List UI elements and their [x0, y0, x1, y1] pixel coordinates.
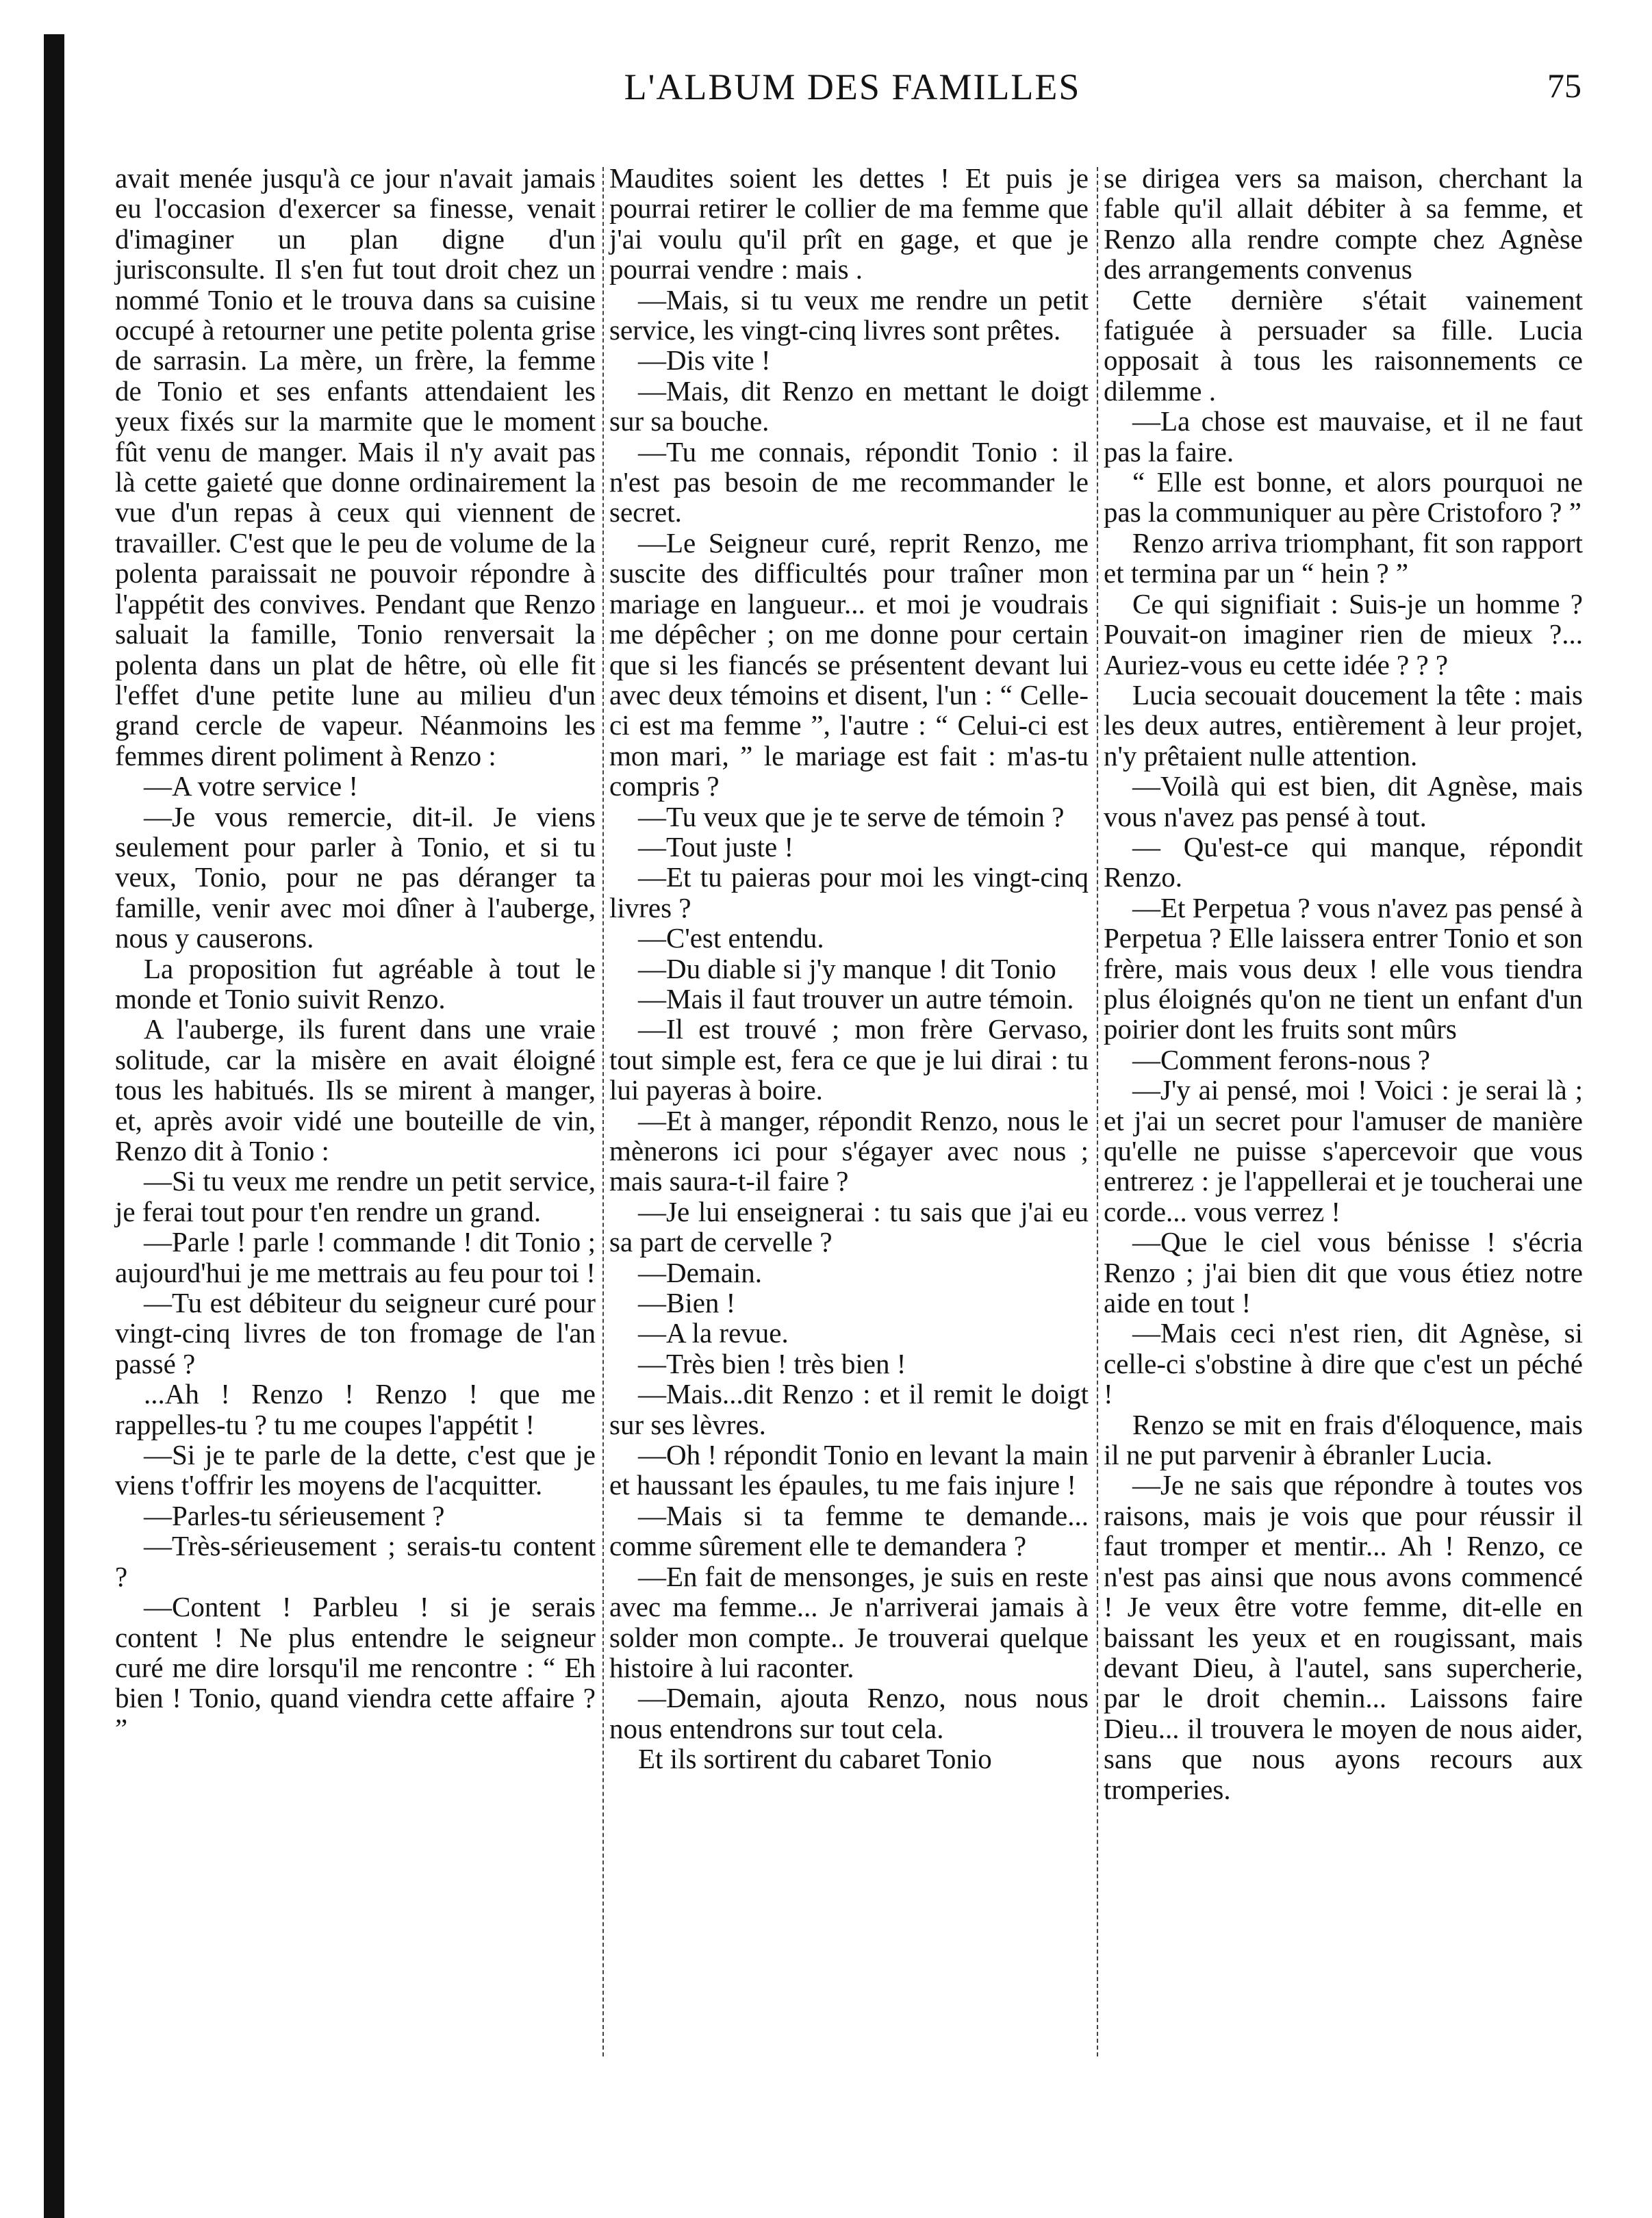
paragraph: ...Ah ! Renzo ! Renzo ! que me rappelles-tu ? tu me coupes l'appétit ! [115, 1378, 596, 1440]
paragraph: — Qu'est-ce qui manque, répondit Renzo. [1104, 830, 1583, 893]
paragraph: —Il est trouvé ; mon frère Gervaso, tout simple est, fera ce que je lui dirai : tu lui payeras à boire. [609, 1013, 1089, 1106]
text-column-2 [609, 163, 1089, 1774]
paragraph: —Voilà qui est bien, dit Agnèse, mais vous n'avez pas pensé à tout. [1104, 770, 1583, 832]
paragraph: Renzo se mit en frais d'éloquence, mais il ne put parvenir à ébranler Lucia. [1104, 1408, 1583, 1471]
paragraph: —Je ne sais que répondre à toutes vos raisons, mais je vois que pour réussir il faut tromper et mentir... Ah ! Renzo, ce n'est pas ainsi que nous avons commencé ! Je veux être votre femme, dit-elle en baissant les yeux et en rougissant, mais devant Dieu, à l'autel, sans supercherie, par le droit chemin... Laissons faire Dieu... il trouvera le moyen de nous aider, sans que nous ayons recours aux tromperies. [1104, 1469, 1583, 1805]
paragraph: —Mais, dit Renzo en mettant le doigt sur sa bouche. [609, 374, 1089, 437]
paragraph: Et ils sortirent du cabaret Tonio [638, 1743, 992, 1775]
paragraph: —Tu est débiteur du seigneur curé pour vingt-cinq livres de ton fromage de l'an passé ? [115, 1287, 596, 1379]
paragraph: —Mais, si tu veux me rendre un petit service, les vingt-cinq livres sont prêtes. [609, 283, 1089, 346]
paragraph: —Je vous remercie, dit-il. Je viens seulement pour parler à Tonio, et si tu veux, Tonio, pour ne pas déranger ta famille, venir avec moi dîner à l'auberge, nous y causerons. [115, 800, 596, 954]
column-rule [1097, 167, 1098, 2056]
paragraph: A l'auberge, ils furent dans une vraie solitude, car la misère en avait éloigné tous les habitués. Ils se mirent à manger, et, après avoir vidé une bouteille de vin, Renzo dit à Tonio : [115, 1013, 596, 1167]
paragraph: —Content ! Parbleu ! si je serais content ! Ne plus entendre le seigneur curé me dire lorsqu'il me rencontre : “ Eh bien ! Tonio, quand viendra cette affaire ? ” [115, 1591, 596, 1744]
paragraph: avait menée jusqu'à ce jour n'avait jamais eu l'occasion d'exercer sa finesse, venait d'imaginer un plan digne d'un jurisconsulte. Il s'en fut tout droit chez un nommé Tonio et le trouva dans sa cuisine occupé à retourner une petite polenta grise de sarrasin. La mère, un frère, la femme de Tonio et ses enfants attendaient les yeux fixés sur la marmite que le moment fût venu de manger. Mais il n'y avait pas là cette gaieté que donne ordinairement la vue d'un repas à ceux qui viennent de travailler. C'est que le peu de volume de la polenta paraissait ne pouvoir répondre à l'appétit des convives. Pendant que Renzo saluait la famille, Tonio renversait la polenta dans un plat de hêtre, où elle fit l'effet d'une petite lune au milieu d'un grand cercle de vapeur. Néanmoins les femmes dirent poliment à Renzo : [115, 162, 596, 772]
paragraph: —Mais il faut trouver un autre témoin. [638, 982, 1074, 1015]
paragraph: —Je lui enseignerai : tu sais que j'ai eu sa part de cervelle ? [609, 1195, 1089, 1258]
paragraph: se dirigea vers sa maison, cherchant la fable qu'il allait débiter à sa femme, et Renzo alla rendre compte chez Agnèse des arrangements convenus [1104, 162, 1583, 285]
paragraph: —Oh ! répondit Tonio en levant la main et haussant les épaules, tu me fais injure ! [609, 1439, 1089, 1501]
paragraph: —Bien ! [638, 1287, 736, 1319]
paragraph: —Tu me connais, répondit Tonio : il n'est pas besoin de me recommander le secret. [609, 435, 1089, 528]
page-binding-edge [44, 34, 64, 2218]
paragraph: —Parles-tu sérieusement ? [144, 1499, 445, 1531]
paragraph: —Si je te parle de la dette, c'est que je viens t'offrir les moyens de l'acquitter. [115, 1439, 596, 1501]
column-rule [602, 167, 604, 2056]
paragraph: —Et à manger, répondit Renzo, nous le mènerons ici pour s'égayer avec nous ; mais saura-t-il faire ? [609, 1104, 1089, 1197]
paragraph: —C'est entendu. [638, 922, 824, 954]
paragraph: —Mais...dit Renzo : et il remit le doigt sur ses lèvres. [609, 1378, 1089, 1440]
paragraph: —Et Perpetua ? vous n'avez pas pensé à Perpetua ? Elle laissera entrer Tonio et son frère, mais vous deux ! elle vous tiendra plus éloignés qu'on ne tient un enfant d'un poirier dont les fruits sont mûrs [1104, 891, 1583, 1045]
paragraph: —Du diable si j'y manque ! dit Tonio [638, 952, 1056, 984]
paragraph: —Parle ! parle ! commande ! dit Tonio ; aujourd'hui je me mettrais au feu pour toi ! [115, 1226, 596, 1288]
paragraph: —La chose est mauvaise, et il ne faut pas la faire. [1104, 405, 1583, 468]
paragraph: —Dis vite ! [638, 344, 771, 377]
paragraph: —Très bien ! très bien ! [638, 1347, 906, 1379]
paragraph: —Comment ferons-nous ? [1132, 1043, 1430, 1075]
paragraph: —Le Seigneur curé, reprit Renzo, me suscite des difficultés pour traîner mon mariage en langueur... et moi je voudrais me dépêcher ; on me donne pour certain que si les fiancés se présentent devant lui avec deux témoins et disent, l'un : “ Celle-ci est ma femme ”, l'autre : “ Celui-ci est mon mari, ” le mariage est fait : m'as-tu compris ? [609, 526, 1089, 802]
paragraph: —Très-sérieusement ; serais-tu content ? [115, 1530, 596, 1592]
paragraph: —En fait de mensonges, je suis en reste avec ma femme... Je n'arriverai jamais à solder mon compte.. Je trouverai quelque histoire à lui raconter. [609, 1560, 1089, 1683]
running-title: L'ALBUM DES FAMILLES [624, 66, 1081, 107]
paragraph: Ce qui signifiait : Suis-je un homme ? Pouvait-on imaginer rien de mieux ?... Auriez-vous eu cette idée ? ? ? [1104, 587, 1583, 680]
page-number: 75 [1547, 66, 1581, 105]
paragraph: —Que le ciel vous bénisse ! s'écria Renzo ; j'ai bien dit que vous étiez notre aide en tout ! [1104, 1226, 1583, 1319]
paragraph: —Mais ceci n'est rien, dit Agnèse, si celle-ci s'obstine à dire que c'est un péché ! [1104, 1317, 1583, 1410]
paragraph: —Mais si ta femme te demande... comme sûrement elle te demandera ? [609, 1499, 1089, 1562]
paragraph: La proposition fut agréable à tout le monde et Tonio suivit Renzo. [115, 952, 596, 1015]
paragraph: Lucia secouait doucement la tête : mais les deux autres, entièrement à leur projet, n'y prêtaient nulle attention. [1104, 678, 1583, 772]
paragraph: —A la revue. [638, 1317, 789, 1349]
paragraph: Cette dernière s'était vainement fatiguée à persuader sa fille. Lucia opposait à tous les raisonnements ce dilemme . [1104, 283, 1583, 407]
paragraph: —Demain, ajouta Renzo, nous nous nous entendrons sur tout cela. [609, 1682, 1089, 1744]
paragraph: “ Elle est bonne, et alors pourquoi ne pas la communiquer au père Cristoforo ? ” [1104, 466, 1583, 528]
paragraph: —A votre service ! [144, 770, 359, 802]
paragraph: Renzo arriva triomphant, fit son rapport et termina par un “ hein ? ” [1104, 526, 1583, 589]
paragraph: —Tu veux que je te serve de témoin ? [638, 800, 1065, 832]
paragraph: —Tout juste ! [638, 830, 794, 863]
paragraph: —Demain. [638, 1256, 763, 1288]
page-header [110, 66, 1595, 120]
text-column-1 [115, 163, 596, 1744]
paragraph: Maudites soient les dettes ! Et puis je pourrai retirer le collier de ma femme que j'ai voulu qu'il prît en gage, et que je pourrai vendre : mais . [609, 162, 1089, 285]
paragraph: —Si tu veux me rendre un petit service, je ferai tout pour t'en rendre un grand. [115, 1165, 596, 1227]
paragraph: —Et tu paieras pour moi les vingt-cinq livres ? [609, 861, 1089, 923]
paragraph: —J'y ai pensé, moi ! Voici : je serai là ; et j'ai un secret pour l'amuser de manière qu'elle ne puisse s'apercevoir que vous entrerez : je l'appellerai et je toucherai une corde... vous verrez ! [1104, 1074, 1583, 1227]
text-column-3 [1104, 163, 1583, 1805]
